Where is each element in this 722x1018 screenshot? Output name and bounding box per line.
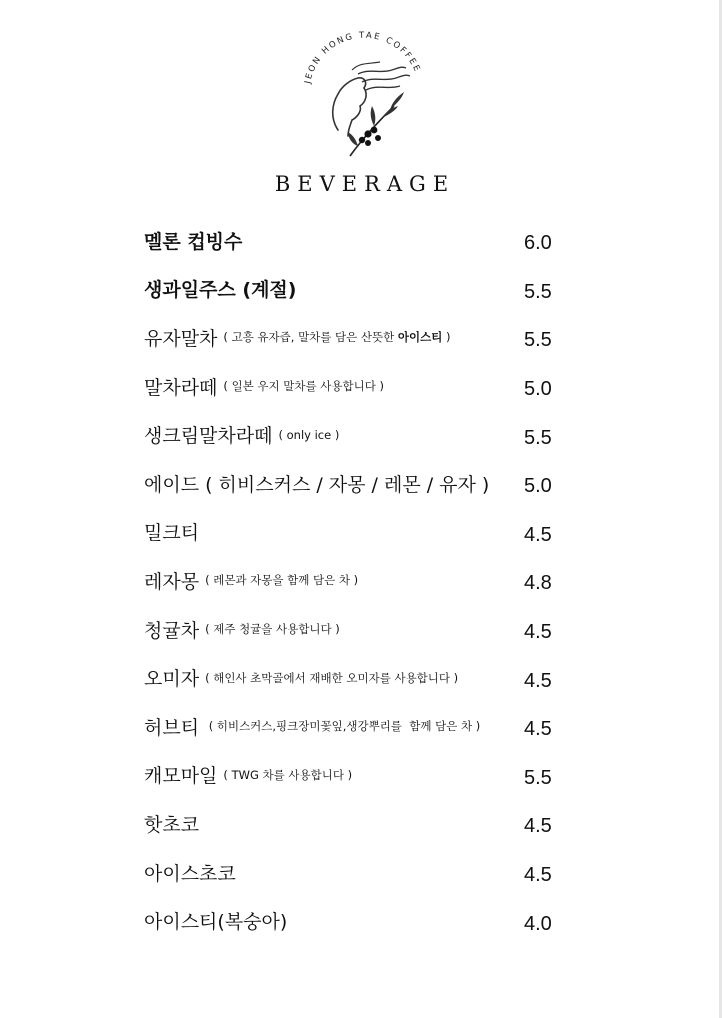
menu-item-note-text: ( 제주 청귤을 사용합니다 ) [205, 622, 340, 637]
menu-item [144, 216, 564, 265]
menu-item-price: 5.5 [524, 426, 552, 449]
menu-item-name: 청귤차 [144, 619, 200, 642]
menu-item-price: 5.5 [524, 766, 552, 789]
menu-item-note-text: ( 일본 우지 말차를 사용합니다 ) [223, 379, 384, 394]
menu-item-note [223, 378, 384, 394]
menu-item-name: 생크림말차라떼 [144, 425, 273, 448]
menu-item-name: 캐모마일 [144, 765, 218, 788]
menu-item-price: 5.0 [524, 475, 552, 498]
menu-item-note [205, 718, 480, 734]
menu-item-price: 4.5 [524, 523, 552, 546]
menu-item-name: 허브티 [144, 716, 200, 739]
menu-item-name: 생과일주스 (계절) [144, 279, 297, 302]
beverage-menu [144, 216, 564, 945]
page-title: BEVERAGE [274, 172, 456, 196]
menu-item-note-text: ( 히비스커스,핑크장미꽃잎,생강뿌리를 함께 담은 차 ) [205, 719, 481, 734]
menu-item-name: 멜론 컵빙수 [144, 230, 243, 253]
menu-item [144, 848, 564, 897]
menu-item-note-text: ( only ice ) [278, 427, 340, 442]
menu-item-name: 말차라떼 [144, 376, 218, 399]
menu-item-note-text: ( TWG 차를 사용합니다 ) [223, 767, 353, 782]
menu-item-price: 4.5 [524, 863, 552, 886]
menu-item-note-close: ) [442, 330, 451, 345]
menu-item [144, 265, 564, 314]
menu-item [144, 605, 564, 654]
menu-item-note [223, 329, 450, 345]
menu-item [144, 799, 564, 848]
logo-text: JEON HONG TAE COFFEE [303, 30, 423, 85]
menu-item-price: 5.5 [524, 280, 552, 303]
menu-item-note-text: ( 해인사 초막골에서 재배한 오미자를 사용합니다 ) [205, 670, 459, 685]
menu-item-price: 4.0 [524, 912, 552, 935]
menu-item-note [278, 428, 339, 442]
menu-item-price: 4.5 [524, 620, 552, 643]
menu-item-price: 4.5 [524, 669, 552, 692]
menu-item-name: 핫초코 [144, 813, 200, 836]
menu-item-price: 5.5 [524, 329, 552, 352]
menu-item-note-text: ( 고흥 유자즙, 말차를 담은 산뜻한 [223, 330, 398, 345]
menu-item [144, 556, 564, 605]
menu-item-name: 아이스초코 [144, 862, 236, 885]
menu-item-price: 4.8 [524, 572, 552, 595]
menu-item [144, 410, 564, 459]
menu-item-price: 5.0 [524, 378, 552, 401]
menu-item [144, 751, 564, 800]
menu-item [144, 702, 564, 751]
menu-item-name: 아이스티(복숭아) [144, 911, 288, 934]
menu-item-name: 레자몽 [144, 570, 200, 593]
menu-item-name: 에이드 ( 히비스커스 / 자몽 / 레몬 / 유자 ) [144, 473, 490, 496]
menu-item-note-bold: 아이스티 [397, 330, 443, 345]
menu-item [144, 313, 564, 362]
menu-item [144, 459, 564, 508]
menu-item [144, 362, 564, 411]
menu-item-name: 밀크티 [144, 522, 200, 545]
menu-item-price: 4.5 [524, 718, 552, 741]
menu-item-note [205, 572, 358, 588]
menu-item [144, 653, 564, 702]
menu-item-price: 6.0 [524, 232, 552, 255]
menu-item-price: 4.5 [524, 815, 552, 838]
menu-item [144, 896, 564, 945]
menu-item-note-text: ( 레몬과 자몽을 함께 담은 차 ) [205, 573, 359, 588]
menu-item-note [223, 767, 352, 783]
menu-item [144, 508, 564, 557]
coffee-logo [298, 22, 428, 162]
menu-item-name: 유자말차 [144, 327, 218, 350]
menu-item-note [205, 670, 458, 686]
menu-item-name: 오미자 [144, 668, 200, 691]
menu-item-note [205, 621, 340, 637]
